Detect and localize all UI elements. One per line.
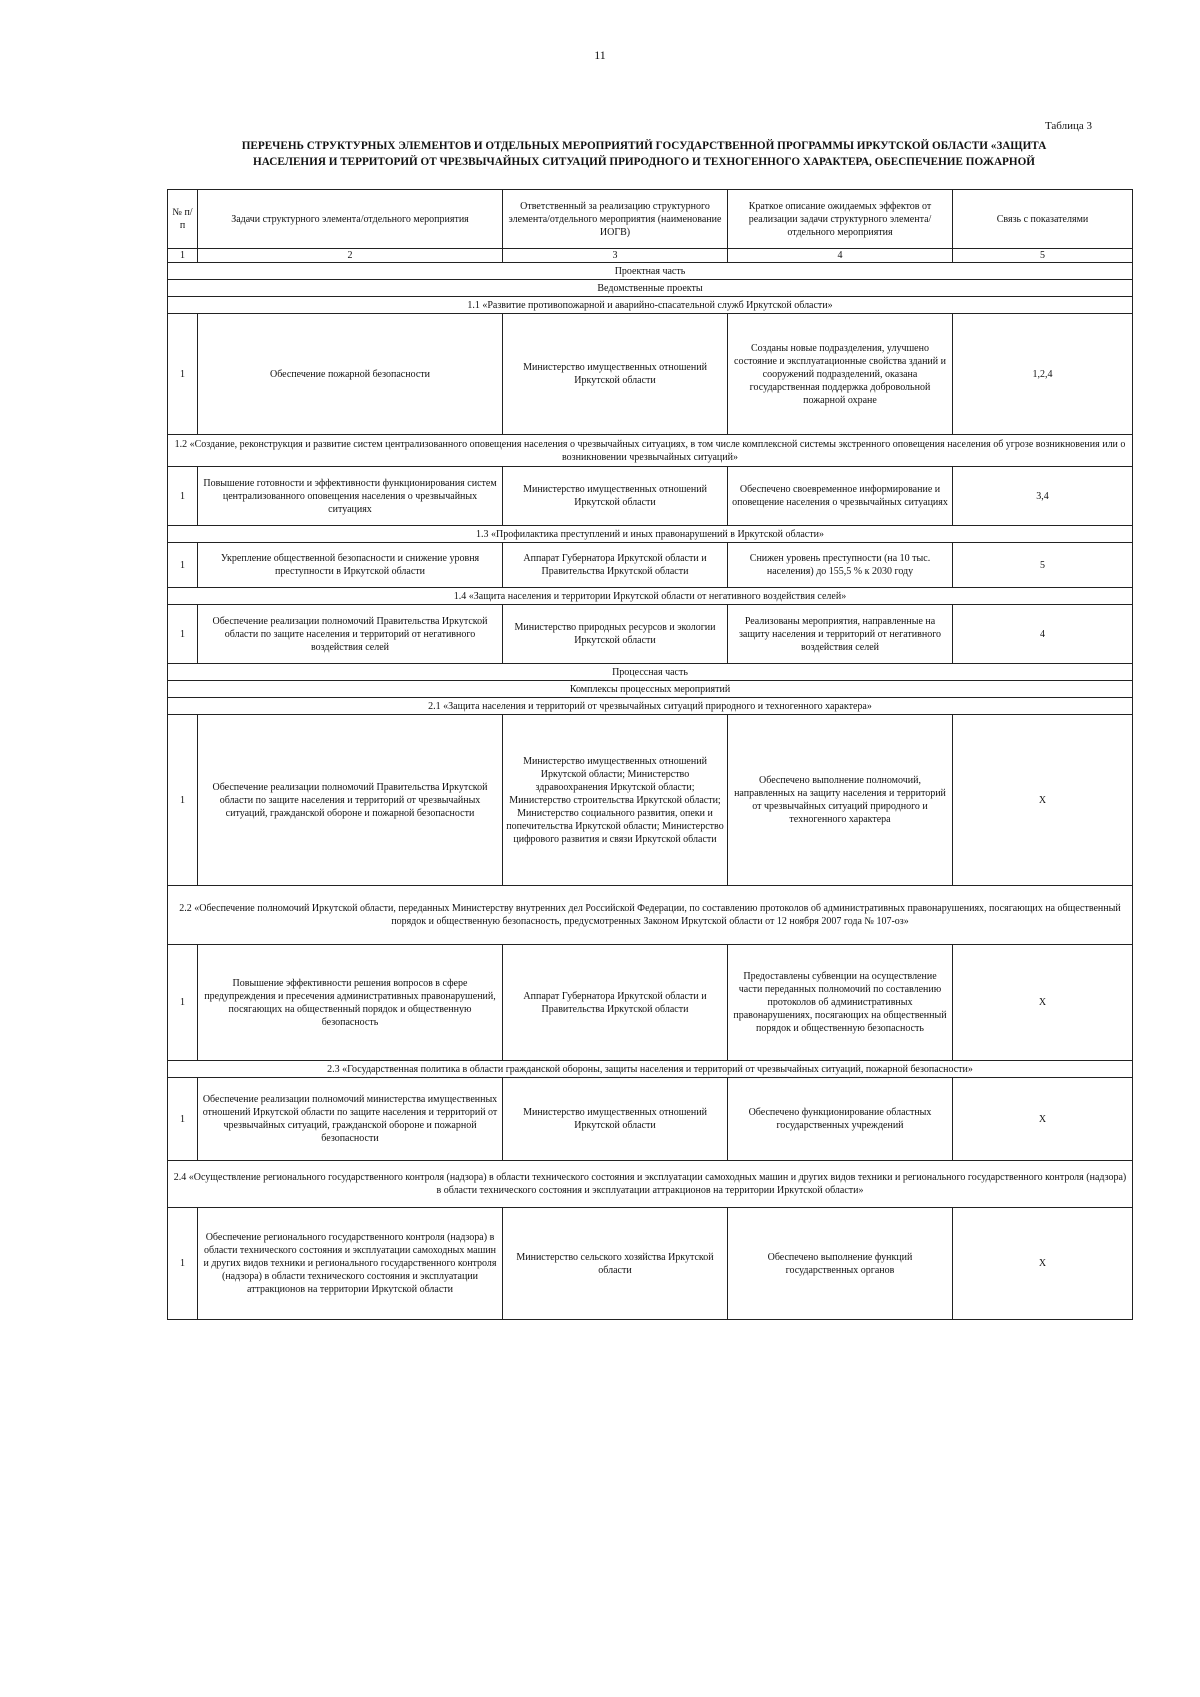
row-indicators: 4: [953, 605, 1133, 664]
section-row: [168, 1161, 1133, 1208]
header-task: Задачи структурного элемента/отдельного мероприятия: [198, 190, 503, 249]
table-row: [168, 1208, 1133, 1320]
row-task: Повышение готовности и эффективности функционирования систем централизованного оповещения населения о чрезвычайных ситуациях: [198, 467, 503, 526]
section-row: [168, 526, 1133, 543]
row-number: 1: [168, 467, 198, 526]
title-line-1: ПЕРЕЧЕНЬ СТРУКТУРНЫХ ЭЛЕМЕНТОВ И ОТДЕЛЬНЫХ МЕРОПРИЯТИЙ ГОСУДАРСТВЕННОЙ ПРОГРАММЫ ИРКУТСКОЙ ОБЛАСТИ «ЗАЩИТА: [241, 140, 1047, 152]
section-2-2: 2.2 «Обеспечение полномочий Иркутской области, переданных Министерству внутренних дел Российской Федерации, по составлению протоколов об административных правонарушениях, посягающих на общественный порядок и общественную безопасность, предусмотренных Законом Иркутской области от 12 ноября 2007 года № 107-оз»: [168, 886, 1133, 945]
section-row: [168, 588, 1133, 605]
row-effect: Предоставлены субвенции на осуществление части переданных полномочий по составлению протоколов об административных правонарушениях, посягающих на общественный порядок и общественную безопасность: [728, 945, 953, 1061]
row-task: Укрепление общественной безопасности и снижение уровня преступности в Иркутской области: [198, 543, 503, 588]
row-task: Обеспечение пожарной безопасности: [198, 314, 503, 435]
document-title: [160, 138, 1128, 170]
row-number: 1: [168, 1208, 198, 1320]
row-task: Повышение эффективности решения вопросов в сфере предупреждения и пресечения административных правонарушений, посягающих на общественный порядок и общественную безопасность: [198, 945, 503, 1061]
title-line-2: НАСЕЛЕНИЯ И ТЕРРИТОРИЙ ОТ ЧРЕЗВЫЧАЙНЫХ СИТУАЦИЙ ПРИРОДНОГО И ТЕХНОГЕННОГО ХАРАКТЕРА, ОБЕСПЕЧЕНИЕ ПОЖАРНОЙ: [253, 156, 1035, 168]
column-numbers-row: [168, 249, 1133, 263]
section-row: [168, 681, 1133, 698]
section-2-3: 2.3 «Государственная политика в области гражданской обороны, защиты населения и территорий от чрезвычайных ситуаций, пожарной безопасности»: [168, 1061, 1133, 1078]
row-number: 1: [168, 945, 198, 1061]
section-row: [168, 435, 1133, 467]
header-indicators: Связь с показателями: [953, 190, 1133, 249]
row-effect: Созданы новые подразделения, улучшено состояние и эксплуатационные свойства зданий и сооружений подразделений, оказана государственная поддержка добровольной пожарной охране: [728, 314, 953, 435]
table-row: [168, 605, 1133, 664]
section-row: [168, 280, 1133, 297]
column-number: 1: [168, 249, 198, 263]
row-indicators: Х: [953, 1078, 1133, 1161]
table-row: [168, 467, 1133, 526]
section-row: [168, 698, 1133, 715]
row-effect: Обеспечено функционирование областных государственных учреждений: [728, 1078, 953, 1161]
row-task: Обеспечение реализации полномочий министерства имущественных отношений Иркутской области по защите населения и территорий от чрезвычайных ситуаций, гражданской обороне и пожарной безопасности: [198, 1078, 503, 1161]
row-indicators: 3,4: [953, 467, 1133, 526]
row-indicators: 1,2,4: [953, 314, 1133, 435]
row-task: Обеспечение реализации полномочий Правительства Иркутской области по защите населения и территорий от чрезвычайных ситуаций, гражданской обороне и пожарной безопасности: [198, 715, 503, 886]
row-responsible: Министерство имущественных отношений Иркутской области; Министерство здравоохранения Иркутской области; Министерство строительства Иркутской области; Министерство социального развития, опеки и попечительства Иркутской области; Министерство цифрового развития и связи Иркутской области: [503, 715, 728, 886]
table-label: Таблица 3: [1044, 120, 1092, 132]
section-2-4: 2.4 «Осуществление регионального государственного контроля (надзора) в области технического состояния и эксплуатации самоходных машин и других видов техники и регионального государственного контроля (надзора) в области технического состояния и эксплуатации аттракционов на территории Иркутской области»: [168, 1161, 1133, 1208]
section-2-1: 2.1 «Защита населения и территорий от чрезвычайных ситуаций природного и техногенного характера»: [168, 698, 1133, 715]
column-number: 3: [503, 249, 728, 263]
row-responsible: Министерство имущественных отношений Иркутской области: [503, 1078, 728, 1161]
row-responsible: Министерство сельского хозяйства Иркутской области: [503, 1208, 728, 1320]
row-effect: Обеспечено выполнение функций государственных органов: [728, 1208, 953, 1320]
row-indicators: Х: [953, 945, 1133, 1061]
row-responsible: Министерство природных ресурсов и экологии Иркутской области: [503, 605, 728, 664]
row-number: 1: [168, 605, 198, 664]
row-effect: Обеспечено выполнение полномочий, направленных на защиту населения и территорий от чрезвычайных ситуаций природного и техногенного характера: [728, 715, 953, 886]
row-responsible: Аппарат Губернатора Иркутской области и Правительства Иркутской области: [503, 543, 728, 588]
row-effect: Обеспечено своевременное информирование и оповещение населения о чрезвычайных ситуациях: [728, 467, 953, 526]
table-row: [168, 543, 1133, 588]
section-project-part: Проектная часть: [168, 263, 1133, 280]
section-process-part: Процессная часть: [168, 664, 1133, 681]
section-process-complexes: Комплексы процессных мероприятий: [168, 681, 1133, 698]
row-effect: Снижен уровень преступности (на 10 тыс. населения) до 155,5 % к 2030 году: [728, 543, 953, 588]
header-effect: Краткое описание ожидаемых эффектов от реализации задачи структурного элемента/отдельного мероприятия: [728, 190, 953, 249]
table-row: [168, 945, 1133, 1061]
section-1-2: 1.2 «Создание, реконструкция и развитие систем централизованного оповещения населения о чрезвычайных ситуациях, в том числе комплексной системы экстренного оповещения населения об угрозе возникновения или о возникновении чрезвычайных ситуаций»: [168, 435, 1133, 467]
table-row: [168, 715, 1133, 886]
row-number: 1: [168, 543, 198, 588]
header-number: № п/п: [168, 190, 198, 249]
header-responsible: Ответственный за реализацию структурного элемента/отдельного мероприятия (наименование ИОГВ): [503, 190, 728, 249]
row-task: Обеспечение регионального государственного контроля (надзора) в области технического состояния и эксплуатации самоходных машин и других видов техники и регионального государственного контроля (надзора) в области технического состояния и эксплуатации аттракционов на территории Иркутской области: [198, 1208, 503, 1320]
row-indicators: Х: [953, 715, 1133, 886]
section-departmental-projects: Ведомственные проекты: [168, 280, 1133, 297]
column-number: 4: [728, 249, 953, 263]
section-1-1: 1.1 «Развитие противопожарной и аварийно-спасательной служб Иркутской области»: [168, 297, 1133, 314]
column-number: 2: [198, 249, 503, 263]
page-number: 11: [594, 48, 606, 62]
row-responsible: Аппарат Губернатора Иркутской области и Правительства Иркутской области: [503, 945, 728, 1061]
section-row: [168, 886, 1133, 945]
section-row: [168, 1061, 1133, 1078]
row-responsible: Министерство имущественных отношений Иркутской области: [503, 314, 728, 435]
row-responsible: Министерство имущественных отношений Иркутской области: [503, 467, 728, 526]
header-row: [168, 190, 1133, 249]
row-number: 1: [168, 314, 198, 435]
table-row: [168, 1078, 1133, 1161]
section-1-4: 1.4 «Защита населения и территории Иркутской области от негативного воздействия селей»: [168, 588, 1133, 605]
row-number: 1: [168, 1078, 198, 1161]
measures-table: [167, 189, 1133, 1320]
section-row: [168, 263, 1133, 280]
table-row: [168, 314, 1133, 435]
row-indicators: Х: [953, 1208, 1133, 1320]
row-task: Обеспечение реализации полномочий Правительства Иркутской области по защите населения и территорий от негативного воздействия селей: [198, 605, 503, 664]
column-number: 5: [953, 249, 1133, 263]
row-indicators: 5: [953, 543, 1133, 588]
section-1-3: 1.3 «Профилактика преступлений и иных правонарушений в Иркутской области»: [168, 526, 1133, 543]
row-effect: Реализованы мероприятия, направленные на защиту населения и территорий от негативного воздействия селей: [728, 605, 953, 664]
section-row: [168, 664, 1133, 681]
row-number: 1: [168, 715, 198, 886]
section-row: [168, 297, 1133, 314]
